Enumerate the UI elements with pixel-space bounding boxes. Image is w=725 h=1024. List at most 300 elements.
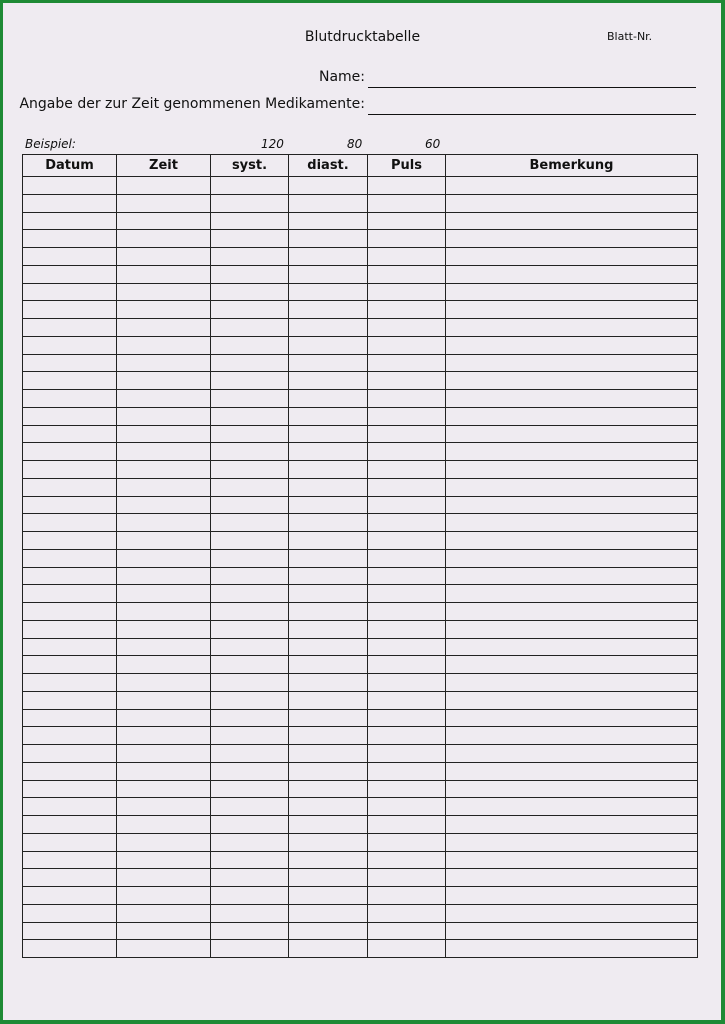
header-puls: Puls: [368, 155, 446, 177]
cell-syst[interactable]: [211, 603, 289, 621]
cell-syst[interactable]: [211, 940, 289, 958]
cell-zeit[interactable]: [117, 798, 211, 816]
cell-diast[interactable]: [289, 266, 368, 284]
cell-diast[interactable]: [289, 905, 368, 923]
cell-zeit[interactable]: [117, 656, 211, 674]
cell-datum[interactable]: [23, 195, 117, 213]
cell-datum[interactable]: [23, 319, 117, 337]
cell-zeit[interactable]: [117, 372, 211, 390]
cell-bemerkung[interactable]: [446, 816, 698, 834]
table-row: [23, 177, 698, 195]
cell-syst[interactable]: [211, 745, 289, 763]
cell-datum[interactable]: [23, 674, 117, 692]
cell-bemerkung[interactable]: [446, 284, 698, 301]
cell-zeit[interactable]: [117, 337, 211, 355]
cell-bemerkung[interactable]: [446, 461, 698, 479]
cell-puls[interactable]: [368, 532, 446, 550]
cell-zeit[interactable]: [117, 550, 211, 568]
cell-bemerkung[interactable]: [446, 195, 698, 213]
cell-datum[interactable]: [23, 408, 117, 426]
cell-bemerkung[interactable]: [446, 727, 698, 745]
cell-datum[interactable]: [23, 692, 117, 710]
cell-diast[interactable]: [289, 390, 368, 408]
cell-bemerkung[interactable]: [446, 940, 698, 958]
cell-puls[interactable]: [368, 585, 446, 603]
cell-puls[interactable]: [368, 674, 446, 692]
cell-puls[interactable]: [368, 568, 446, 585]
cell-diast[interactable]: [289, 603, 368, 621]
cell-bemerkung[interactable]: [446, 745, 698, 763]
cell-diast[interactable]: [289, 230, 368, 248]
cell-bemerkung[interactable]: [446, 781, 698, 798]
cell-diast[interactable]: [289, 887, 368, 905]
cell-bemerkung[interactable]: [446, 532, 698, 550]
table-row: [23, 443, 698, 461]
cell-puls[interactable]: [368, 603, 446, 621]
cell-puls[interactable]: [368, 230, 446, 248]
cell-diast[interactable]: [289, 585, 368, 603]
cell-puls[interactable]: [368, 798, 446, 816]
cell-diast[interactable]: [289, 479, 368, 497]
table-row: [23, 284, 698, 301]
cell-diast[interactable]: [289, 301, 368, 319]
cell-diast[interactable]: [289, 763, 368, 781]
cell-bemerkung[interactable]: [446, 408, 698, 426]
table-row: [23, 497, 698, 514]
cell-datum[interactable]: [23, 497, 117, 514]
cell-zeit[interactable]: [117, 443, 211, 461]
table-row: [23, 887, 698, 905]
table-row: [23, 372, 698, 390]
cell-bemerkung[interactable]: [446, 319, 698, 337]
cell-bemerkung[interactable]: [446, 177, 698, 195]
cell-syst[interactable]: [211, 248, 289, 266]
cell-zeit[interactable]: [117, 834, 211, 852]
cell-bemerkung[interactable]: [446, 887, 698, 905]
cell-bemerkung[interactable]: [446, 426, 698, 443]
cell-datum[interactable]: [23, 443, 117, 461]
cell-syst[interactable]: [211, 834, 289, 852]
cell-datum[interactable]: [23, 798, 117, 816]
cell-datum[interactable]: [23, 213, 117, 230]
cell-puls[interactable]: [368, 248, 446, 266]
cell-bemerkung[interactable]: [446, 497, 698, 514]
cell-syst[interactable]: [211, 639, 289, 656]
cell-puls[interactable]: [368, 656, 446, 674]
cell-syst[interactable]: [211, 763, 289, 781]
cell-diast[interactable]: [289, 497, 368, 514]
cell-diast[interactable]: [289, 674, 368, 692]
cell-diast[interactable]: [289, 284, 368, 301]
cell-puls[interactable]: [368, 372, 446, 390]
cell-zeit[interactable]: [117, 869, 211, 887]
cell-diast[interactable]: [289, 852, 368, 869]
cell-puls[interactable]: [368, 781, 446, 798]
cell-syst[interactable]: [211, 301, 289, 319]
cell-zeit[interactable]: [117, 940, 211, 958]
cell-datum[interactable]: [23, 550, 117, 568]
cell-datum[interactable]: [23, 781, 117, 798]
table-row: [23, 603, 698, 621]
cell-syst[interactable]: [211, 514, 289, 532]
cell-puls[interactable]: [368, 763, 446, 781]
cell-diast[interactable]: [289, 532, 368, 550]
cell-syst[interactable]: [211, 426, 289, 443]
cell-zeit[interactable]: [117, 479, 211, 497]
cell-syst[interactable]: [211, 372, 289, 390]
cell-datum[interactable]: [23, 763, 117, 781]
cell-datum[interactable]: [23, 603, 117, 621]
cell-diast[interactable]: [289, 869, 368, 887]
cell-bemerkung[interactable]: [446, 514, 698, 532]
table-row: [23, 195, 698, 213]
cell-bemerkung[interactable]: [446, 372, 698, 390]
cell-zeit[interactable]: [117, 674, 211, 692]
cell-syst[interactable]: [211, 355, 289, 372]
cell-puls[interactable]: [368, 195, 446, 213]
cell-bemerkung[interactable]: [446, 852, 698, 869]
cell-puls[interactable]: [368, 621, 446, 639]
cell-bemerkung[interactable]: [446, 550, 698, 568]
cell-syst[interactable]: [211, 674, 289, 692]
cell-puls[interactable]: [368, 869, 446, 887]
cell-diast[interactable]: [289, 656, 368, 674]
table-row: [23, 781, 698, 798]
cell-syst[interactable]: [211, 213, 289, 230]
cell-syst[interactable]: [211, 195, 289, 213]
name-field-line[interactable]: [368, 87, 696, 88]
cell-zeit[interactable]: [117, 692, 211, 710]
cell-bemerkung[interactable]: [446, 568, 698, 585]
table-row: [23, 710, 698, 727]
cell-diast[interactable]: [289, 355, 368, 372]
cell-puls[interactable]: [368, 550, 446, 568]
table-row: [23, 727, 698, 745]
cell-syst[interactable]: [211, 656, 289, 674]
cell-bemerkung[interactable]: [446, 692, 698, 710]
cell-zeit[interactable]: [117, 710, 211, 727]
table-row: [23, 213, 698, 230]
cell-puls[interactable]: [368, 692, 446, 710]
cell-zeit[interactable]: [117, 763, 211, 781]
cell-datum[interactable]: [23, 479, 117, 497]
cell-datum[interactable]: [23, 390, 117, 408]
cell-zeit[interactable]: [117, 248, 211, 266]
cell-diast[interactable]: [289, 514, 368, 532]
cell-datum[interactable]: [23, 940, 117, 958]
table-row: [23, 532, 698, 550]
cell-diast[interactable]: [289, 443, 368, 461]
cell-diast[interactable]: [289, 816, 368, 834]
cell-diast[interactable]: [289, 940, 368, 958]
cell-diast[interactable]: [289, 248, 368, 266]
cell-syst[interactable]: [211, 230, 289, 248]
cell-zeit[interactable]: [117, 266, 211, 284]
cell-syst[interactable]: [211, 177, 289, 195]
table-row: [23, 248, 698, 266]
cell-syst[interactable]: [211, 923, 289, 940]
cell-puls[interactable]: [368, 940, 446, 958]
table-row: [23, 319, 698, 337]
cell-bemerkung[interactable]: [446, 674, 698, 692]
cell-diast[interactable]: [289, 621, 368, 639]
cell-datum[interactable]: [23, 337, 117, 355]
cell-diast[interactable]: [289, 372, 368, 390]
cell-bemerkung[interactable]: [446, 585, 698, 603]
cell-syst[interactable]: [211, 497, 289, 514]
cell-datum[interactable]: [23, 745, 117, 763]
cell-zeit[interactable]: [117, 852, 211, 869]
cell-puls[interactable]: [368, 479, 446, 497]
cell-diast[interactable]: [289, 727, 368, 745]
cell-zeit[interactable]: [117, 426, 211, 443]
cell-diast[interactable]: [289, 568, 368, 585]
cell-syst[interactable]: [211, 284, 289, 301]
cell-diast[interactable]: [289, 213, 368, 230]
cell-datum[interactable]: [23, 301, 117, 319]
cell-zeit[interactable]: [117, 461, 211, 479]
cell-diast[interactable]: [289, 461, 368, 479]
table-row: [23, 852, 698, 869]
cell-bemerkung[interactable]: [446, 213, 698, 230]
cell-puls[interactable]: [368, 852, 446, 869]
cell-zeit[interactable]: [117, 781, 211, 798]
cell-puls[interactable]: [368, 284, 446, 301]
table-row: [23, 816, 698, 834]
cell-puls[interactable]: [368, 213, 446, 230]
cell-syst[interactable]: [211, 727, 289, 745]
cell-syst[interactable]: [211, 781, 289, 798]
cell-datum[interactable]: [23, 532, 117, 550]
cell-diast[interactable]: [289, 745, 368, 763]
cell-bemerkung[interactable]: [446, 266, 698, 284]
table-row: [23, 390, 698, 408]
cell-puls[interactable]: [368, 905, 446, 923]
name-label: Name:: [318, 69, 365, 85]
cell-zeit[interactable]: [117, 603, 211, 621]
cell-diast[interactable]: [289, 337, 368, 355]
cell-puls[interactable]: [368, 639, 446, 656]
table-row: [23, 266, 698, 284]
cell-bemerkung[interactable]: [446, 337, 698, 355]
cell-bemerkung[interactable]: [446, 230, 698, 248]
cell-syst[interactable]: [211, 621, 289, 639]
cell-datum[interactable]: [23, 568, 117, 585]
cell-diast[interactable]: [289, 550, 368, 568]
table-row: [23, 426, 698, 443]
cell-diast[interactable]: [289, 426, 368, 443]
cell-datum[interactable]: [23, 869, 117, 887]
cell-puls[interactable]: [368, 301, 446, 319]
cell-syst[interactable]: [211, 479, 289, 497]
cell-datum[interactable]: [23, 266, 117, 284]
cell-diast[interactable]: [289, 923, 368, 940]
table-row: [23, 514, 698, 532]
cell-syst[interactable]: [211, 532, 289, 550]
cell-zeit[interactable]: [117, 745, 211, 763]
cell-puls[interactable]: [368, 390, 446, 408]
cell-puls[interactable]: [368, 514, 446, 532]
cell-datum[interactable]: [23, 230, 117, 248]
cell-datum[interactable]: [23, 621, 117, 639]
cell-zeit[interactable]: [117, 887, 211, 905]
cell-datum[interactable]: [23, 248, 117, 266]
cell-bemerkung[interactable]: [446, 390, 698, 408]
cell-diast[interactable]: [289, 177, 368, 195]
cell-bemerkung[interactable]: [446, 923, 698, 940]
cell-puls[interactable]: [368, 816, 446, 834]
cell-bemerkung[interactable]: [446, 355, 698, 372]
cell-puls[interactable]: [368, 337, 446, 355]
cell-zeit[interactable]: [117, 497, 211, 514]
cell-bemerkung[interactable]: [446, 443, 698, 461]
cell-syst[interactable]: [211, 408, 289, 426]
cell-zeit[interactable]: [117, 923, 211, 940]
table-row: [23, 585, 698, 603]
cell-puls[interactable]: [368, 923, 446, 940]
cell-bemerkung[interactable]: [446, 248, 698, 266]
cell-datum[interactable]: [23, 834, 117, 852]
cell-diast[interactable]: [289, 781, 368, 798]
cell-zeit[interactable]: [117, 816, 211, 834]
table-body: [23, 177, 698, 958]
cell-datum[interactable]: [23, 887, 117, 905]
cell-bemerkung[interactable]: [446, 479, 698, 497]
cell-syst[interactable]: [211, 692, 289, 710]
cell-datum[interactable]: [23, 177, 117, 195]
cell-datum[interactable]: [23, 514, 117, 532]
table-row: [23, 355, 698, 372]
cell-zeit[interactable]: [117, 514, 211, 532]
cell-zeit[interactable]: [117, 301, 211, 319]
cell-bemerkung[interactable]: [446, 639, 698, 656]
cell-syst[interactable]: [211, 461, 289, 479]
cell-zeit[interactable]: [117, 177, 211, 195]
cell-puls[interactable]: [368, 887, 446, 905]
cell-datum[interactable]: [23, 426, 117, 443]
example-diast-value: 80: [347, 137, 363, 151]
cell-datum[interactable]: [23, 284, 117, 301]
cell-zeit[interactable]: [117, 284, 211, 301]
cell-zeit[interactable]: [117, 585, 211, 603]
cell-syst[interactable]: [211, 798, 289, 816]
cell-diast[interactable]: [289, 319, 368, 337]
table-row: [23, 763, 698, 781]
cell-puls[interactable]: [368, 177, 446, 195]
cell-syst[interactable]: [211, 887, 289, 905]
cell-zeit[interactable]: [117, 195, 211, 213]
cell-datum[interactable]: [23, 852, 117, 869]
cell-diast[interactable]: [289, 834, 368, 852]
cell-syst[interactable]: [211, 337, 289, 355]
cell-bemerkung[interactable]: [446, 301, 698, 319]
cell-puls[interactable]: [368, 727, 446, 745]
cell-syst[interactable]: [211, 568, 289, 585]
cell-syst[interactable]: [211, 390, 289, 408]
cell-puls[interactable]: [368, 426, 446, 443]
cell-bemerkung[interactable]: [446, 763, 698, 781]
cell-zeit[interactable]: [117, 621, 211, 639]
cell-puls[interactable]: [368, 710, 446, 727]
page-title: Blutdrucktabelle: [304, 29, 421, 45]
cell-datum[interactable]: [23, 461, 117, 479]
cell-datum[interactable]: [23, 710, 117, 727]
cell-diast[interactable]: [289, 639, 368, 656]
cell-datum[interactable]: [23, 639, 117, 656]
cell-bemerkung[interactable]: [446, 869, 698, 887]
cell-datum[interactable]: [23, 923, 117, 940]
cell-puls[interactable]: [368, 266, 446, 284]
cell-zeit[interactable]: [117, 319, 211, 337]
cell-zeit[interactable]: [117, 905, 211, 923]
cell-syst[interactable]: [211, 443, 289, 461]
table-row: [23, 408, 698, 426]
cell-syst[interactable]: [211, 869, 289, 887]
cell-syst[interactable]: [211, 319, 289, 337]
cell-syst[interactable]: [211, 852, 289, 869]
cell-zeit[interactable]: [117, 408, 211, 426]
cell-datum[interactable]: [23, 656, 117, 674]
cell-diast[interactable]: [289, 408, 368, 426]
cell-datum[interactable]: [23, 585, 117, 603]
table-row: [23, 479, 698, 497]
cell-datum[interactable]: [23, 905, 117, 923]
cell-syst[interactable]: [211, 905, 289, 923]
cell-syst[interactable]: [211, 710, 289, 727]
cell-puls[interactable]: [368, 443, 446, 461]
cell-zeit[interactable]: [117, 568, 211, 585]
cell-puls[interactable]: [368, 497, 446, 514]
medication-field-line[interactable]: [368, 114, 696, 115]
cell-diast[interactable]: [289, 710, 368, 727]
table-row: [23, 337, 698, 355]
cell-zeit[interactable]: [117, 727, 211, 745]
cell-datum[interactable]: [23, 727, 117, 745]
cell-zeit[interactable]: [117, 230, 211, 248]
cell-bemerkung[interactable]: [446, 834, 698, 852]
cell-puls[interactable]: [368, 745, 446, 763]
cell-diast[interactable]: [289, 195, 368, 213]
cell-diast[interactable]: [289, 798, 368, 816]
cell-bemerkung[interactable]: [446, 905, 698, 923]
cell-datum[interactable]: [23, 355, 117, 372]
cell-puls[interactable]: [368, 461, 446, 479]
cell-diast[interactable]: [289, 692, 368, 710]
cell-bemerkung[interactable]: [446, 621, 698, 639]
cell-syst[interactable]: [211, 266, 289, 284]
table-row: [23, 674, 698, 692]
cell-syst[interactable]: [211, 585, 289, 603]
cell-datum[interactable]: [23, 372, 117, 390]
cell-syst[interactable]: [211, 816, 289, 834]
cell-zeit[interactable]: [117, 213, 211, 230]
cell-bemerkung[interactable]: [446, 798, 698, 816]
cell-zeit[interactable]: [117, 532, 211, 550]
cell-puls[interactable]: [368, 319, 446, 337]
cell-zeit[interactable]: [117, 390, 211, 408]
cell-puls[interactable]: [368, 408, 446, 426]
table-row: [23, 568, 698, 585]
cell-puls[interactable]: [368, 834, 446, 852]
cell-syst[interactable]: [211, 550, 289, 568]
cell-datum[interactable]: [23, 816, 117, 834]
cell-bemerkung[interactable]: [446, 656, 698, 674]
cell-puls[interactable]: [368, 355, 446, 372]
cell-zeit[interactable]: [117, 355, 211, 372]
cell-bemerkung[interactable]: [446, 710, 698, 727]
cell-zeit[interactable]: [117, 639, 211, 656]
cell-bemerkung[interactable]: [446, 603, 698, 621]
